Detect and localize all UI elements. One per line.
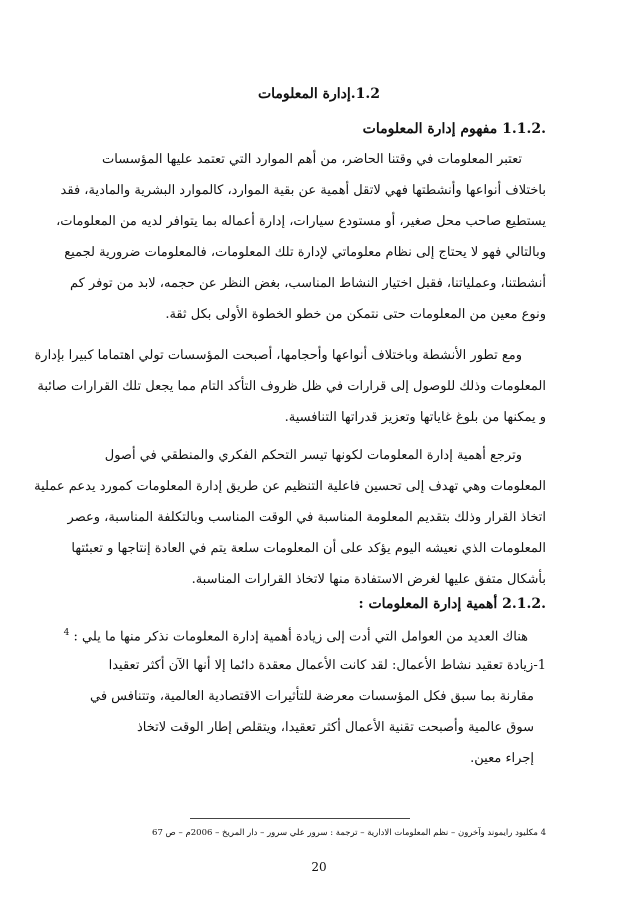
subsection-heading-concept: .1.1.2 مفهوم إدارة المعلومات [362, 121, 546, 137]
paragraph-line: بأشكال متفق عليها لغرض الاستفادة منها لاتخاذ القرارات المناسبة. [191, 572, 546, 587]
importance-intro-text: هناك العديد من العوامل التي أدت إلى زيادة أهمية إدارة المعلومات نذكر منها ما يلي : [73, 629, 528, 645]
paragraph-line: المعلومات وهي تهدف إلى تحسين فاعلية التنظيم عن طريق إدارة المعلومات كمورد يدعم عملية [34, 479, 546, 494]
footnote: 4 مكليود رايموند وآخرون – نظم المعلومات الادارية – ترجمة : سرور علي سرور – دار المريخ – 2006م – ص 67 [152, 828, 546, 838]
paragraph-line: اتخاذ القرار وذلك بتقديم المعلومة المناسبة في الوقت المناسب وبالتكلفة المناسبة، وعصر [67, 510, 546, 525]
paragraph-development [34, 340, 546, 433]
paragraph-line: أنشطتنا، وعملياتنا، فقبل اختيار النشاط المناسب، بغض النظر عن حجمه، لابد من توفر كم [69, 276, 546, 291]
footnote-divider [190, 818, 410, 819]
paragraph-line: مقارنة بما سبق فكل المؤسسات معرضة للتأثيرات الاقتصادية العالمية، وتتنافس في [90, 689, 534, 704]
page-number: 20 [311, 860, 327, 874]
importance-intro [60, 628, 528, 644]
paragraph-line: سوق عالمية وأصبحت تقنية الأعمال أكثر تعقيدا، ويتقلص إطار الوقت لاتخاذ [136, 720, 534, 735]
section-title: 1.2.إدارة المعلومات [257, 86, 381, 102]
list-item-complexity [92, 650, 546, 774]
paragraph-line: وترجع أهمية إدارة المعلومات لكونها تيسر التحكم الفكري والمنطقي في أصول [104, 448, 522, 463]
paragraph-line: وبالتالي فهو لا يحتاج إلى نظام معلوماتي لإدارة تلك المعلومات، فالمعلومات ضرورية لجميع [64, 245, 546, 260]
paragraph-line: 1-زيادة تعقيد نشاط الأعمال: لقد كانت الأعمال معقدة دائما إلا أنها الآن أكثر تعقيدا [108, 658, 546, 673]
paragraph-line: باختلاف أنواعها وأنشطتها فهي لاتقل أهمية عن بقية الموارد، كالموارد البشرية والمادية، فقد [60, 183, 546, 198]
footnote-reference: 4 [63, 628, 70, 638]
paragraph-line: المعلومات الذي نعيشه اليوم يؤكد على أن المعلومات سلعة يتم في العادة إنتاجها و تعبئتها [71, 541, 546, 556]
paragraph-line: و يمكنها من بلوغ غاياتها وتعزيز قدراتها التنافسية. [284, 410, 546, 425]
paragraph-line: ونوع معين من المعلومات حتى نتمكن من خطو الخطوة الأولى بكل ثقة. [165, 307, 546, 322]
paragraph-concept [56, 144, 546, 330]
paragraph-line: المعلومات وذلك للوصول إلى قرارات في ظل ظروف التأكد التام مما يجعل تلك القرارات صائبة [37, 379, 546, 394]
paragraph-importance-reasons [34, 440, 546, 595]
paragraph-line: تعتبر المعلومات في وقتنا الحاضر، من أهم الموارد التي تعتمد عليها المؤسسات [102, 152, 522, 167]
paragraph-line: يستطيع صاحب محل صغير، أو مستودع سيارات، إدارة أعماله بما يتوافر لديه من المعلومات، [56, 214, 546, 229]
paragraph-line: إجراء معين. [470, 751, 534, 766]
paragraph-line: ومع تطور الأنشطة وباختلاف أنواعها وأحجامها، أصبحت المؤسسات تولي اهتماما كبيرا بإدارة [34, 348, 522, 363]
subsection-heading-importance: .2.1.2 أهمية إدارة المعلومات : [358, 596, 546, 612]
